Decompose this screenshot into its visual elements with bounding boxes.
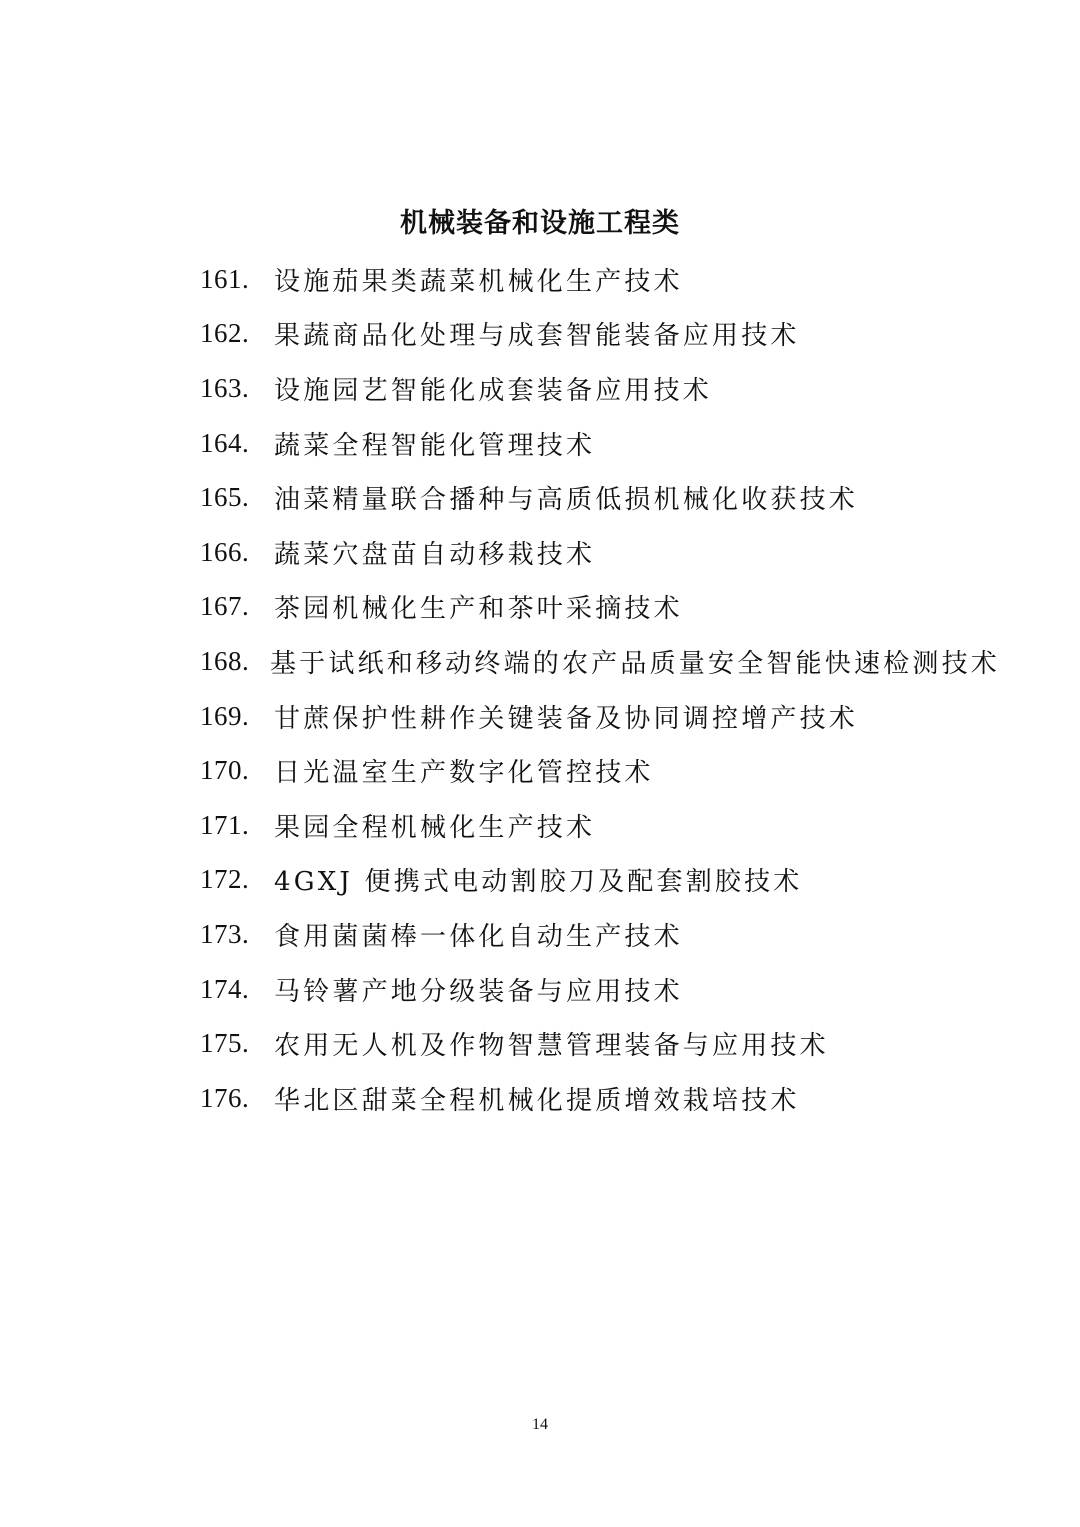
list-item bbox=[200, 361, 1000, 416]
list-item bbox=[200, 962, 1000, 1017]
list-item bbox=[200, 307, 1000, 362]
item-text: 果蔬商品化处理与成套智能装备应用技术 bbox=[274, 321, 800, 352]
item-number: 174. bbox=[200, 973, 250, 1004]
list-item bbox=[200, 580, 1000, 635]
item-text: 设施园艺智能化成套装备应用技术 bbox=[274, 375, 713, 406]
list-item bbox=[200, 689, 1000, 744]
list-item bbox=[200, 525, 1000, 580]
item-number: 164. bbox=[200, 427, 250, 458]
item-text: 设施茄果类蔬菜机械化生产技术 bbox=[274, 266, 683, 297]
item-text: 甘蔗保护性耕作关键装备及协同调控增产技术 bbox=[274, 703, 859, 734]
list-item bbox=[200, 252, 1000, 307]
list-item bbox=[200, 907, 1000, 962]
item-number: 172. bbox=[200, 864, 250, 895]
technology-list bbox=[200, 252, 1000, 1126]
item-text: 基于试纸和移动终端的农产品质量安全智能快速检测技术 bbox=[269, 648, 1000, 679]
page-title: 机械装备和设施工程类 bbox=[400, 208, 680, 239]
item-number: 170. bbox=[200, 755, 250, 786]
item-text: 食用菌菌棒一体化自动生产技术 bbox=[274, 921, 683, 952]
item-number: 175. bbox=[200, 1028, 250, 1059]
item-text: 蔬菜穴盘苗自动移栽技术 bbox=[274, 539, 596, 570]
list-item bbox=[200, 416, 1000, 471]
page-number: 14 bbox=[532, 1416, 548, 1433]
item-number: 166. bbox=[200, 536, 250, 567]
item-text: 华北区甜菜全程机械化提质增效栽培技术 bbox=[274, 1085, 800, 1116]
item-text: 茶园机械化生产和茶叶采摘技术 bbox=[274, 594, 683, 625]
item-number: 162. bbox=[200, 318, 250, 349]
item-number: 169. bbox=[200, 700, 250, 731]
item-number: 173. bbox=[200, 918, 250, 949]
list-item bbox=[200, 470, 1000, 525]
item-number: 167. bbox=[200, 591, 250, 622]
item-text: 油菜精量联合播种与高质低损机械化收获技术 bbox=[274, 485, 859, 516]
item-number: 176. bbox=[200, 1082, 250, 1113]
item-text: 日光温室生产数字化管控技术 bbox=[274, 758, 654, 789]
item-text: 农用无人机及作物智慧管理装备与应用技术 bbox=[274, 1031, 829, 1062]
item-text: 马铃薯产地分级装备与应用技术 bbox=[274, 976, 683, 1007]
list-item bbox=[200, 1016, 1000, 1071]
list-item bbox=[200, 1071, 1000, 1126]
item-number: 171. bbox=[200, 809, 250, 840]
list-item bbox=[200, 798, 1000, 853]
item-number: 161. bbox=[200, 263, 250, 294]
list-item bbox=[200, 743, 1000, 798]
list-item bbox=[200, 853, 1000, 908]
item-text: 4GXJ 便携式电动割胶刀及配套割胶技术 bbox=[274, 867, 803, 898]
item-text: 果园全程机械化生产技术 bbox=[274, 812, 596, 843]
list-item bbox=[200, 634, 1000, 689]
item-number: 165. bbox=[200, 482, 250, 513]
item-number: 163. bbox=[200, 372, 250, 403]
item-text: 蔬菜全程智能化管理技术 bbox=[274, 430, 596, 461]
item-number: 168. bbox=[200, 645, 250, 676]
